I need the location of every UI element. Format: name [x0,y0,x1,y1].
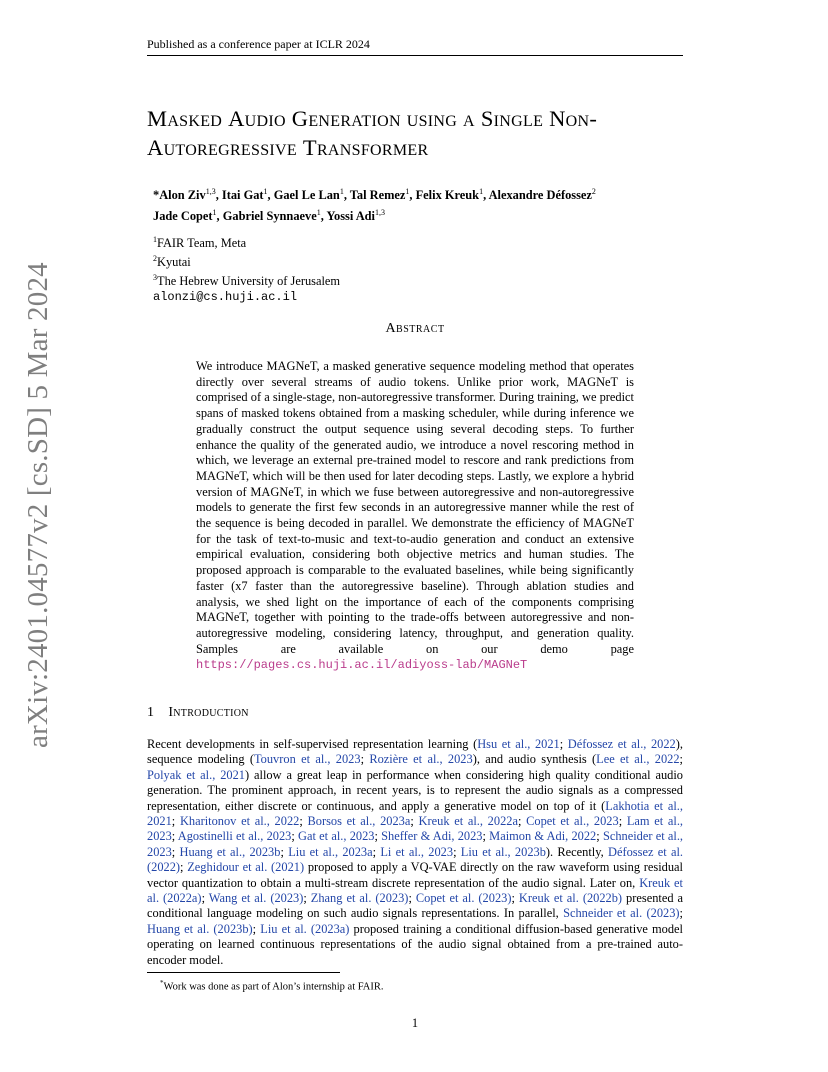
author-name: , Yossi Adi [320,209,376,224]
author-name: , Alexandre Défossez [483,188,592,203]
intro-text: ; [410,814,419,829]
running-header: Published as a conference paper at ICLR 2024 [147,37,370,51]
author-list [153,183,693,225]
intro-text: ; [679,752,683,767]
citation-link[interactable]: Lakhotia et al., 2021 [147,798,683,829]
citation-link[interactable]: Polyak et al., 2021 [147,767,245,782]
intro-text: ; [360,752,370,767]
citation-link[interactable]: Touvron et al., 2023 [253,752,361,767]
citation-link[interactable]: Huang et al., 2023b [179,844,281,859]
paper-title: Masked Audio Generation using a Single Non- Autoregressive Transformer [147,106,598,160]
section-heading-introduction [147,705,249,721]
citation-link[interactable]: Maimon & Adi, 2022 [489,829,597,844]
citation-link[interactable]: Lam et al., 2023 [147,814,684,844]
intro-text: ; [180,860,188,875]
intro-text: ; [453,844,461,859]
author-name: , Gabriel Synnaeve [216,209,317,224]
citation-link[interactable]: Sheffer & Adi, 2023 [381,829,483,844]
citation-link[interactable]: Copet et al., 2023 [526,814,619,829]
citation-link[interactable]: Liu et al., 2023a [288,844,373,859]
header-rule [147,55,683,56]
intro-text: proposed training a conditional diffusion-based generative model operating on learned continuous representations of the audio signal obtained from a pre-trained auto-encoder model. [147,921,684,967]
affiliations [153,232,553,305]
citation-link[interactable]: Agostinelli et al., 2023 [177,829,292,844]
affiliation-item [153,270,553,289]
author-line-2 [153,204,693,225]
intro-text: ; [374,829,382,844]
citation-link[interactable]: Kreuk et al. (2022a) [147,875,683,906]
affiliation-mark: 1 [479,187,484,196]
affiliation-name: The Hebrew University of Jerusalem [157,274,341,289]
citation-link[interactable]: Zhang et al. (2023) [310,891,409,906]
affiliation-mark: 1,3 [205,187,216,196]
introduction-paragraph [147,737,683,968]
citation-link[interactable]: Liu et al., 2023b [460,844,546,859]
intro-text: ) allow a great leap in performance when considering high quality conditional audio generation. The prominent approach, in recent years, is to represent the audio signals as a compressed representation, either discrete or continuous, and apply a generative model on top of it ( [147,767,684,813]
intro-text: ; [299,814,308,829]
intro-text: ; [408,891,416,906]
author-name: , Gael Le Lan [267,188,340,203]
citation-link[interactable]: Défossez et al., 2022 [567,737,676,751]
affiliation-name: FAIR Team, Meta [157,236,247,251]
intro-text: ; [517,814,527,829]
intro-text: ; [280,844,289,859]
affiliation-mark: 2 [591,187,596,196]
demo-page-link[interactable]: https://pages.cs.huji.ac.il/adiyoss-lab/MAGNeT [196,658,528,673]
section-title: Introduction [168,705,249,720]
citation-link[interactable]: Kreuk et al. (2022b) [518,891,623,906]
citation-link[interactable]: Défossez et al. (2022) [147,844,683,875]
citation-link[interactable]: Gat et al., 2023 [298,829,375,844]
intro-text: ; [171,829,178,844]
intro-text: ; [171,814,180,829]
citation-link[interactable]: Copet et al. (2023) [415,891,512,906]
arxiv-stamp: arXiv:2401.04577v2 [cs.SD] 5 Mar 2024 [22,262,54,748]
author-name: , Tal Remez [343,188,406,203]
affiliation-item [153,251,553,270]
intro-text: presented a conditional language modeling on such audio signals representations. In parallel, [147,891,684,921]
intro-text: ; [303,891,311,906]
intro-text: ; [171,844,180,859]
citation-link[interactable]: Huang et al. (2023b) [147,921,253,936]
affiliation-name: Kyutai [157,255,191,270]
citation-link[interactable]: Schneider et al., 2023 [147,829,684,859]
intro-text: ), sequence modeling ( [147,737,683,767]
affiliation-mark: 1 [212,208,217,218]
section-number: 1 [147,705,155,720]
affiliation-mark: 1 [339,187,344,196]
author-line-1 [153,183,693,204]
page-number: 1 [411,1016,419,1030]
intro-text: ; [559,737,568,751]
intro-text: ; [291,829,299,844]
intro-text: proposed to apply a VQ-VAE directly on the raw waveform using residual vector quantization to obtain a multi-stream discrete representation of the audio signal. Later on, [147,860,683,890]
author-name: , Felix Kreuk [409,188,480,203]
citation-link[interactable]: Liu et al. (2023a) [260,921,350,936]
intro-text: ; [596,829,603,844]
affiliation-mark: 2 [153,254,157,264]
affiliation-item [153,232,553,251]
author-name: Jade Copet [153,209,213,224]
affiliation-mark: 1,3 [375,208,386,218]
footnote-text: Work was done as part of Alon’s internship at FAIR. [163,981,384,993]
abstract-body [196,359,634,674]
citation-link[interactable]: Li et al., 2023 [380,844,454,859]
intro-text: Recent developments in self-supervised representation learning ( [147,737,478,751]
intro-text: ; [252,921,261,936]
abstract-heading: Abstract [385,321,445,336]
citation-link[interactable]: Hsu et al., 2021 [477,737,560,751]
footnote [160,977,384,994]
citation-link[interactable]: Wang et al. (2023) [208,891,304,906]
intro-text: ; [372,844,381,859]
intro-text: ; [201,891,209,906]
footnote-rule [147,972,340,973]
intro-text: ; [618,814,627,829]
citation-link[interactable]: Rozière et al., 2023 [369,752,473,767]
affiliation-mark: 3 [153,273,157,283]
author-name: *Alon Ziv [153,188,206,203]
author-name: , Itai Gat [215,188,264,203]
intro-text: ; [482,829,490,844]
citation-link[interactable]: Schneider et al. (2023) [563,906,680,921]
affiliation-mark: 1 [316,208,321,218]
citation-link[interactable]: Borsos et al., 2023a [307,814,411,829]
affiliation-mark: 1 [153,235,157,244]
abstract-text: We introduce MAGNeT, a masked generative sequence modeling method that operates directly over several streams of audio tokens. Unlike prior work, MAGNeT is comprised of a single-stage, non-autoregressive transformer. During training, we predict spans of masked tokens obtained from a masking scheduler, while during inference we gradually construct the output sequence using several decoding steps. To further enhance the quality of the generated audio, we introduce a novel rescoring method in which, we leverage an external pre-trained model to rescore and rank predictions from MAGNeT, which will be then used for later decoding steps. Lastly, we explore a hybrid version of MAGNeT, in which we fuse between autoregressive and non-autoregressive models to generate the first few seconds in an autoregressive manner while the rest of the sequence is being decoded in parallel. We demonstrate the efficiency of MAGNeT for the task of text-to-music and text-to-audio generation and conduct an extensive empirical evaluation, considering both objective metrics and human studies. The proposed approach is comparable to the evaluated baselines, while being significantly faster (x7 faster than the autoregressive baseline). Through ablation studies and analysis, we shed light on the importance of each of the components comprising MAGNeT, together with pointing to the trade-offs between autoregressive and non-autoregressive modeling, considering latency, throughput, and generation quality. Samples are available on our demo page [196,359,634,656]
citation-link[interactable]: Kreuk et al., 2022a [418,814,518,829]
intro-text: ), and audio synthesis ( [472,752,597,767]
author-email[interactable]: alonzi@cs.huji.ac.il [153,290,298,305]
intro-text: ; [511,891,519,906]
citation-link[interactable]: Lee et al., 2022 [596,752,680,767]
intro-text: ; [679,906,683,921]
citation-link[interactable]: Zeghidour et al. (2021) [187,860,305,875]
intro-text: ). Recently, [545,844,609,859]
affiliation-mark: 1 [405,187,410,196]
footnote-mark: * [160,979,164,987]
citation-link[interactable]: Kharitonov et al., 2022 [179,814,300,829]
affiliation-mark: 1 [263,187,268,196]
